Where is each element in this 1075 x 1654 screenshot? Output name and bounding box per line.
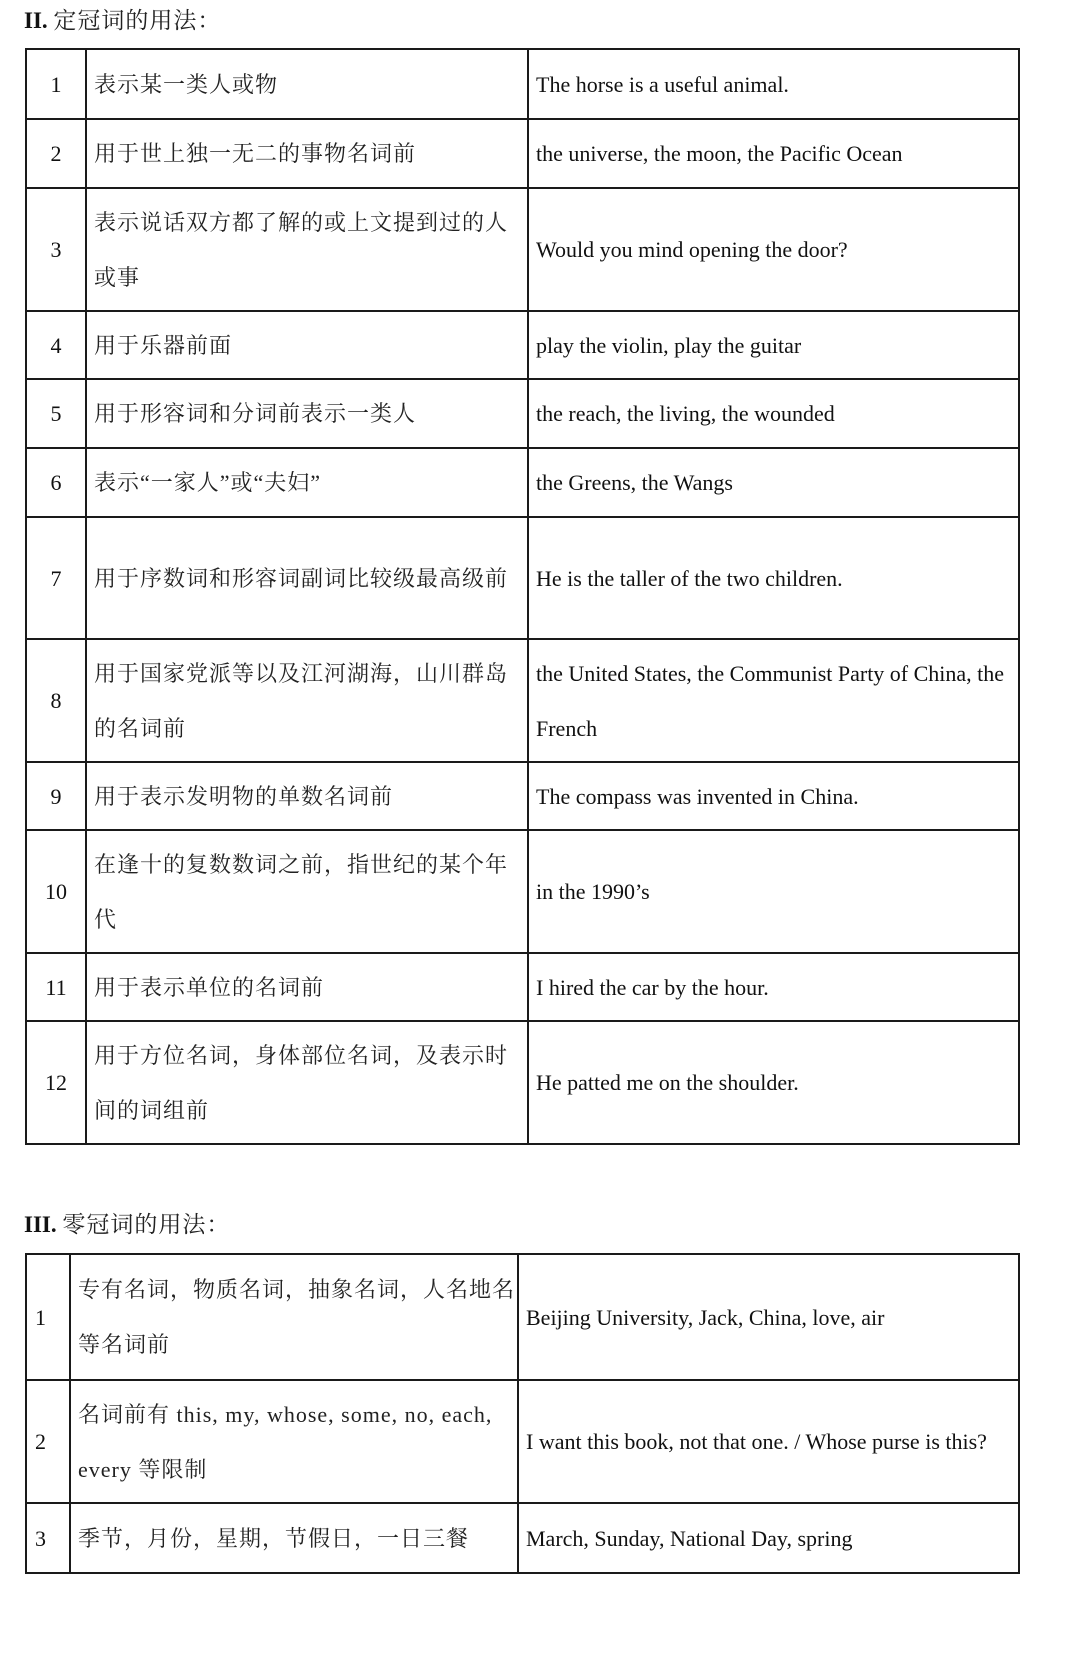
example-cell: Would you mind opening the door? bbox=[528, 188, 1019, 311]
example-cell: The compass was invented in China. bbox=[528, 762, 1019, 830]
table-row bbox=[26, 830, 1019, 953]
table-row bbox=[26, 762, 1019, 830]
table-row bbox=[26, 1021, 1019, 1144]
usage-cell: 用于国家党派等以及江河湖海，山川群岛的名词前 bbox=[86, 639, 528, 762]
table-row bbox=[26, 379, 1019, 448]
example-cell: He is the taller of the two children. bbox=[528, 517, 1019, 639]
row-number: 11 bbox=[26, 953, 86, 1021]
row-number: 3 bbox=[26, 188, 86, 311]
example-cell: the Greens, the Wangs bbox=[528, 448, 1019, 517]
table-row bbox=[26, 639, 1019, 762]
table-row bbox=[26, 188, 1019, 311]
usage-cell: 用于形容词和分词前表示一类人 bbox=[86, 379, 528, 448]
example-cell: Beijing University, Jack, China, love, air bbox=[518, 1254, 1019, 1380]
row-number: 10 bbox=[26, 830, 86, 953]
example-cell: I hired the car by the hour. bbox=[528, 953, 1019, 1021]
section-heading-zero-article bbox=[24, 1210, 230, 1240]
usage-cell: 用于序数词和形容词副词比较级最高级前 bbox=[86, 517, 528, 639]
row-number: 5 bbox=[26, 379, 86, 448]
example-cell: He patted me on the shoulder. bbox=[528, 1021, 1019, 1144]
usage-cell: 用于表示发明物的单数名词前 bbox=[86, 762, 528, 830]
example-cell: March, Sunday, National Day, spring bbox=[518, 1503, 1019, 1573]
section-title: 定冠词的用法： bbox=[53, 8, 222, 33]
table-row bbox=[26, 49, 1019, 119]
example-cell: in the 1990’s bbox=[528, 830, 1019, 953]
usage-cell: 在逢十的复数数词之前，指世纪的某个年代 bbox=[86, 830, 528, 953]
usage-cell: 表示“一家人”或“夫妇” bbox=[86, 448, 528, 517]
table-row bbox=[26, 1380, 1019, 1503]
table-row bbox=[26, 517, 1019, 639]
row-number: 7 bbox=[26, 517, 86, 639]
definite-article-table bbox=[25, 48, 1020, 1145]
table-row bbox=[26, 1503, 1019, 1573]
table-row bbox=[26, 1254, 1019, 1380]
example-cell: the universe, the moon, the Pacific Ocean bbox=[528, 119, 1019, 188]
row-number: 3 bbox=[26, 1503, 70, 1573]
usage-cell: 专有名词，物质名词，抽象名词，人名地名等名词前 bbox=[70, 1254, 518, 1380]
row-number: 6 bbox=[26, 448, 86, 517]
row-number: 9 bbox=[26, 762, 86, 830]
example-cell: the reach, the living, the wounded bbox=[528, 379, 1019, 448]
zero-article-table bbox=[25, 1253, 1020, 1574]
section-number: II. bbox=[24, 8, 48, 33]
example-cell: I want this book, not that one. / Whose purse is this? bbox=[518, 1380, 1019, 1503]
row-number: 2 bbox=[26, 119, 86, 188]
row-number: 1 bbox=[26, 1254, 70, 1380]
section-heading-definite-article bbox=[24, 6, 221, 36]
table-row bbox=[26, 311, 1019, 379]
row-number: 2 bbox=[26, 1380, 70, 1503]
usage-cell: 季节，月份，星期，节假日，一日三餐 bbox=[70, 1503, 518, 1573]
usage-cell: 表示某一类人或物 bbox=[86, 49, 528, 119]
example-cell: the United States, the Communist Party of China, the French bbox=[528, 639, 1019, 762]
usage-cell: 表示说话双方都了解的或上文提到过的人或事 bbox=[86, 188, 528, 311]
example-cell: The horse is a useful animal. bbox=[528, 49, 1019, 119]
usage-cell: 用于表示单位的名词前 bbox=[86, 953, 528, 1021]
usage-cell: 用于乐器前面 bbox=[86, 311, 528, 379]
section-title: 零冠词的用法： bbox=[62, 1212, 231, 1237]
table-row bbox=[26, 119, 1019, 188]
usage-cell: 用于世上独一无二的事物名词前 bbox=[86, 119, 528, 188]
row-number: 1 bbox=[26, 49, 86, 119]
table-row bbox=[26, 448, 1019, 517]
usage-cell: 名词前有 this, my, whose, some, no, each, every 等限制 bbox=[70, 1380, 518, 1503]
section-number: III. bbox=[24, 1212, 57, 1237]
usage-cell: 用于方位名词，身体部位名词，及表示时间的词组前 bbox=[86, 1021, 528, 1144]
example-cell: play the violin, play the guitar bbox=[528, 311, 1019, 379]
table-row bbox=[26, 953, 1019, 1021]
row-number: 4 bbox=[26, 311, 86, 379]
row-number: 12 bbox=[26, 1021, 86, 1144]
row-number: 8 bbox=[26, 639, 86, 762]
